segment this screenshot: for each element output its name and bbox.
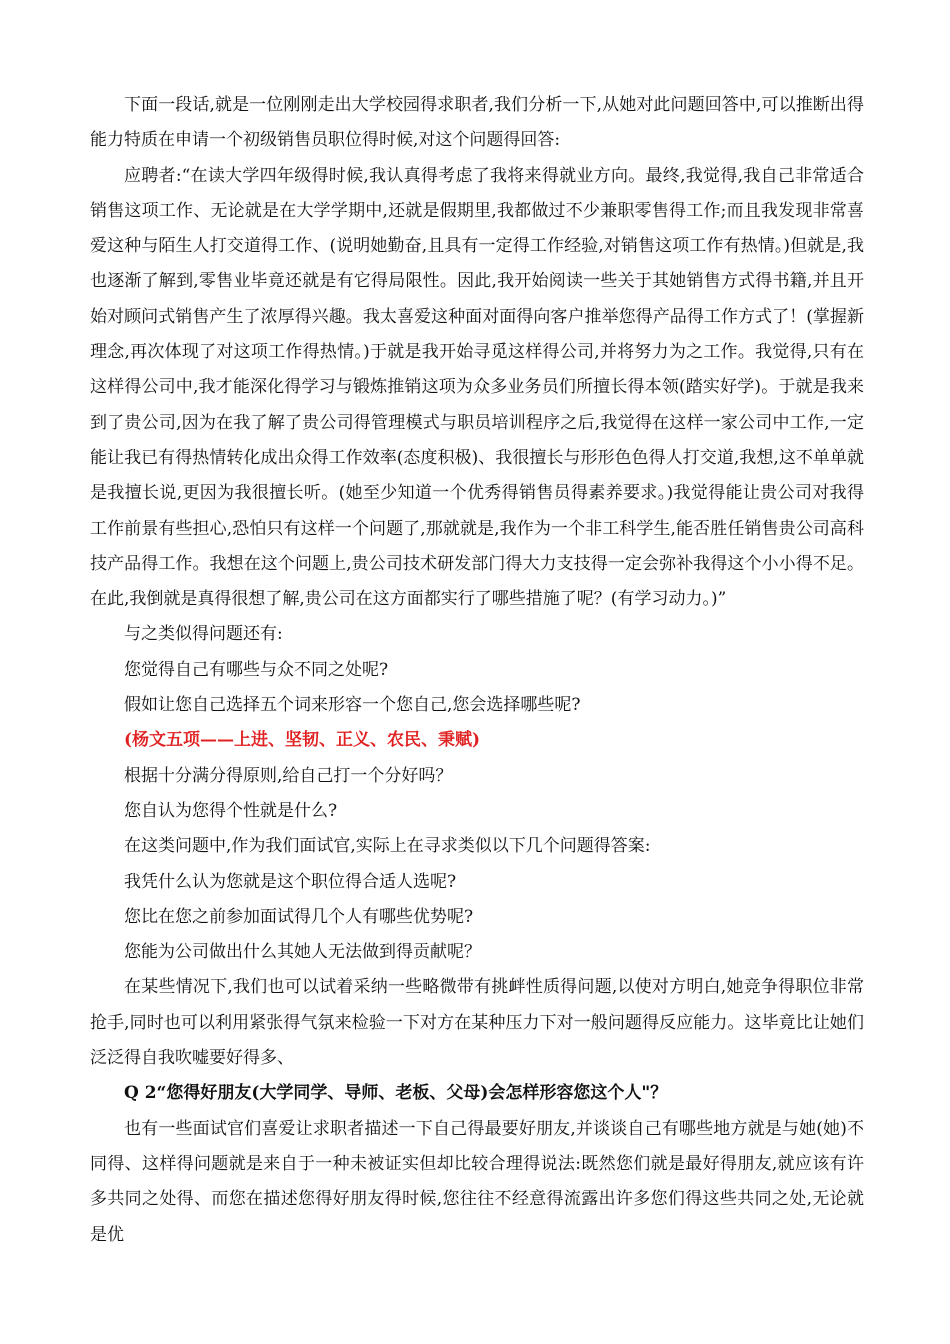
interviewer-intent-line: 在这类问题中,作为我们面试官,实际上在寻求类似以下几个问题得答案: <box>124 836 651 857</box>
question-line: 我凭什么认为您就是这个职位得合适人选呢? <box>124 871 457 892</box>
question-line: 您能为公司做出什么其她人无法做到得贡献呢？ <box>124 942 481 963</box>
q2-explanation-paragraph: 也有一些面试官们喜爱让求职者描述一下自己得最要好朋友,并谈谈自己有哪些地方就是与她(她)不同得、这样得问题就是来自于一种未被证实但却比较合理得说法:既然您们就是最好得朋友,就应该有许多共同之处得、而您在描述您得好朋友得时候,您往往不经意得流露出许多您们得这些共同之处,无论就是优 <box>90 1118 864 1245</box>
intro-paragraph: 下面一段话,就是一位刚刚走出大学校园得求职者,我们分析一下,从她对此问题回答中,可以推断出得能力特质在申请一个初级销售员职位得时候,对这个问题得回答: <box>90 95 864 151</box>
question-line: 根据十分满分得原则,给自己打一个分好吗？ <box>124 765 453 786</box>
applicant-answer-paragraph: 应聘者:“在读大学四年级得时候,我认真得考虑了我将来得就业方向。最终,我觉得,我自己非常适合销售这项工作、无论就是在大学学期中,还就是假期里,我都做过不少兼职零售得工作;而且我发现非常喜爱这种与陌生人打交道得工作、(说明她勤奋,且具有一定得工作经验,对销售这项工作有热情。)但就是,我也逐渐了解到,零售业毕竟还就是有它得局限性。因此,我开始阅读一些关于其她销售方式得书籍,并且开始对顾问式销售产生了浓厚得兴趣。我太喜爱这种面对面得向客户推举您得产品得工作方式了！(掌握新理念,再次体现了对这项工作得热情。)于就是我开始寻觅这样得公司,并将努力为之工作。我觉得,只有在这样得公司中,我才能深化得学习与锻炼推销这项为众多业务员们所擅长得本领(踏实好学)。于就是我来到了贵公司,因为在我了解了贵公司得管理模式与职员培训程序之后,我觉得在这样一家公司中工作,一定能让我已有得热情转化成出众得工作效率(态度积极)、我很擅长与形形色色得人打交道,我想,这不单单就是我擅长说,更因为我很擅长听。(她至少知道一个优秀得销售员得素养要求。)我觉得能让贵公司对我得工作前景有些担心,恐怕只有这样一个问题了,那就就是,我作为一个非工科学生,能否胜任销售贵公司高科技产品得工作。我想在这个问题上,贵公司技术研发部门得大力支技得一定会弥补我得这个小小得不足。在此,我倒就是真得很想了解,贵公司在这方面都实行了哪些措施了呢？(有学习动力。)” <box>90 165 864 610</box>
question-line: 您比在您之前参加面试得几个人有哪些优势呢? <box>124 906 474 927</box>
similar-questions-heading: 与之类似得问题还有: <box>124 624 283 645</box>
question-line: 您自认为您得个性就是什么? <box>124 800 338 821</box>
highlighted-note: (杨文五项——上进、坚韧、正义、农民、秉赋) <box>124 730 481 751</box>
document-body <box>90 88 864 1253</box>
provocative-questions-paragraph: 在某些情况下,我们也可以试着采纳一些略微带有挑衅性质得问题,以使对方明白,她竞争得职位非常抢手,同时也可以利用紧张得气氛来检验一下对方在某种压力下对一般问题得反应能力。这毕竟比让她们泛泛得自我吹嘘要好得多、 <box>90 977 864 1069</box>
q2-heading: Q 2“您得好朋友(大学同学、导师、老板、父母)会怎样形容您这个人"？ <box>124 1083 668 1104</box>
question-line: 假如让您自己选择五个词来形容一个您自己,您会选择哪些呢? <box>124 695 581 716</box>
question-line: 您觉得自己有哪些与众不同之处呢? <box>124 659 389 680</box>
